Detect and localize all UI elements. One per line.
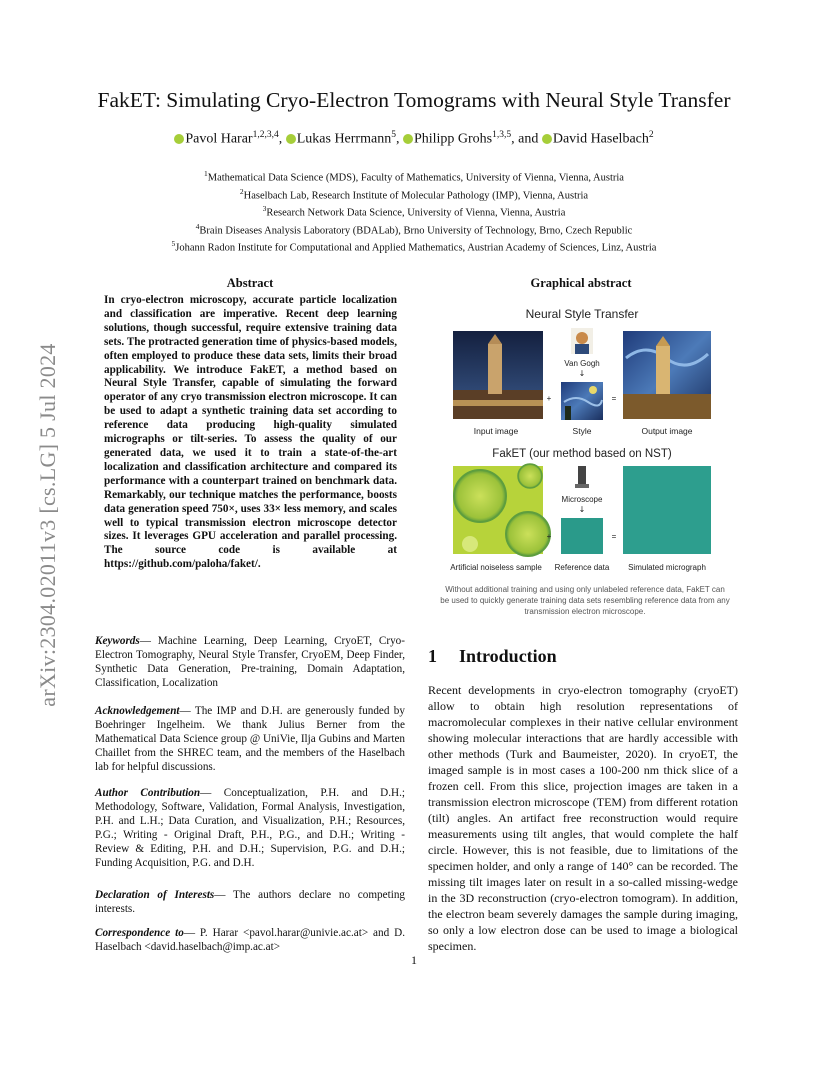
author-name: David Haselbach	[552, 131, 649, 147]
equals-sign: =	[611, 394, 617, 403]
input-image-label: Input image	[473, 426, 519, 436]
author-contribution-text: — Conceptualization, P.H. and D.H.; Methodology, Software, Validation, Formal Analysis, Investigation, P.H. and L.H.; Data Curation, and Visualization, P.H.; Resources, P.G.; Writing - Original Draft, P.H., P.G., and D.H.; Writing - Review & Editing, P.H. and D.H.; Supervision, P.G. and D.H.; Funding Acquisition, P.G. and D.H.	[95, 787, 405, 869]
affiliation-text: Mathematical Data Science (MDS), Faculty of Mathematics, University of Vienna, Vienna, Austria	[207, 172, 624, 184]
affiliation-line	[0, 185, 828, 203]
affiliation-sup: 4	[195, 221, 200, 231]
microscope-icon	[575, 466, 589, 488]
page-number: 1	[411, 953, 417, 967]
orcid-icon[interactable]	[174, 134, 184, 144]
paper-title: FakET: Simulating Cryo-Electron Tomograms with Neural Style Transfer	[97, 88, 731, 112]
author-list: Pavol Harar$^{1,2,3,4}$, Lukas Herrmann$^5$, Philipp Grohs$^{1,3,5}$, and David Haselbach$^2$	[0, 130, 828, 148]
noiseless-sample-image	[453, 464, 550, 556]
affiliation-text: Johann Radon Institute for Computational and Applied Mathematics, Austrian Academy of Sciences, Linz, Austria	[175, 242, 657, 254]
author-affil-sup: 2	[648, 130, 654, 140]
author-contribution-label: Author Contribution	[95, 787, 201, 799]
introduction-text: Recent developments in cryo-electron tomography (cryoET) allow to obtain high resolution representations of macromolecular complexes in their native cellular environment showing molecular interactions that are hardly accessible with other methods (Turk and Baumeister, 2020). In cryoET, the imaged sample is in most cases a 100-200 nm thick slice of a frozen cell. From this slice, projection images are taken in a transmission electron microscope (TEM) from different rotation (tilt) angles. An artifact free reconstruction would require measurements using tilt angles, that would complete the half circle. However, this is not feasible, due to limitations of the specimen holder, and only a range of 140° can be recorded. The missing tilt images later on result in a so-called missing-wedge in the 3D reconstruction (cryo-electron tomogram). In addition, the electron beam severely damages the sample during imaging, so only a low electron dose can be used to image a biological specimen.	[428, 683, 738, 953]
output-image-label: Output image	[641, 426, 693, 436]
affiliations	[0, 167, 828, 255]
style-image	[561, 382, 603, 420]
orcid-icon[interactable]	[542, 134, 552, 144]
output-image	[623, 331, 711, 419]
noiseless-sample-label: Artificial noiseless sample	[450, 563, 542, 572]
arxiv-identifier-text: arXiv:2304.02011v3 [cs.LG] 5 Jul 2024	[35, 343, 60, 707]
keywords-block	[95, 634, 405, 690]
affiliation-sup: 3	[262, 204, 267, 213]
correspondence-block	[95, 926, 405, 954]
acknowledgement-text: — The IMP and D.H. are generously funded by Boehringer Ingelheim. We thank Julius Berner from the Mathematical Data Science group @ UniVie, Ilja Gubins and Marten Chaillet from the SHREC team, and the members of the Haselbach lab for helpful discussions.	[95, 705, 405, 773]
acknowledgement-block	[95, 704, 405, 774]
nst-title: Neural Style Transfer	[525, 307, 639, 321]
arrow-down-icon: ↓	[578, 505, 586, 514]
affiliation-line	[0, 167, 828, 185]
arrow-down-icon: ↓	[578, 369, 586, 378]
affiliation-line	[0, 202, 828, 220]
abstract-text: In cryo-electron microscopy, accurate particle localization and classification are imperative. Recent deep learning solutions, though successful, require extensive training data sets. The protracted generation time of physics-based models, often employed to produce these data sets, limits their broad applicability. We introduce FakET, a method based on Neural Style Transfer, capable of simulating the forward operator of any cryo transmission electron microscope. It can be used to adapt a synthetic training data set according to reference data producing high-quality simulated micrographs or tilt-series. To assess the quality of our generated data, we used it to train a state-of-the-art localization and classification architecture and compared its performance with a counterpart trained on benchmark data. Remarkably, our technique matches the performance, boosts data generation speed 750×, uses 33× less memory, and scales well to typical transmission electron microscope detector sizes. It leverages GPU acceleration and parallel processing. The source code is available at https://github.com/paloha/faket/.	[104, 294, 397, 571]
van-gogh-label: Van Gogh	[564, 359, 600, 368]
declaration-label: Declaration of Interests	[95, 889, 215, 901]
input-image	[453, 331, 543, 419]
correspondence-label: Correspondence to	[95, 927, 184, 939]
section-title: Introduction	[459, 646, 557, 666]
section-number: 1	[428, 646, 437, 666]
van-gogh-portrait	[571, 328, 593, 354]
orcid-icon[interactable]	[403, 134, 413, 144]
affiliation-line	[0, 220, 828, 238]
abstract-heading: Abstract	[226, 276, 274, 290]
graphical-abstract-heading: Graphical abstract	[530, 276, 632, 290]
plus-sign: +	[546, 394, 552, 403]
keywords-text: — Machine Learning, Deep Learning, CryoET, Cryo-Electron Tomography, Neural Style Transfer, CryoEM, Deep Finder, Synthetic Data Generation, Pre-training, Domain Adaptation, Classification, Localization	[95, 635, 405, 689]
equals-sign: =	[611, 532, 617, 541]
affiliation-text: Haselbach Lab, Research Institute of Molecular Pathology (IMP), Vienna, Austria	[243, 190, 589, 201]
author-affil-sup: 5	[391, 130, 396, 140]
keywords-label: Keywords	[95, 635, 140, 647]
author-name: Lukas Herrmann	[296, 131, 392, 147]
arxiv-identifier	[28, 343, 68, 707]
author-name: Pavol Harar	[185, 131, 253, 147]
graphical-abstract-caption: Without additional training and using only unlabeled reference data, FakET can be used to quickly generate training data sets resembling reference data from any transmission electron microscope.	[440, 585, 730, 616]
section-heading-introduction	[428, 646, 579, 667]
reference-data-label: Reference data	[554, 563, 610, 572]
correspondence-text: — P. Harar <pavol.harar@univie.ac.at> and D. Haselbach <david.haselbach@imp.ac.at>	[95, 927, 405, 953]
microscope-label: Microscope	[561, 495, 603, 504]
orcid-icon[interactable]	[286, 134, 296, 144]
faket-title: FakET (our method based on NST)	[492, 448, 672, 460]
declaration-text: — The authors declare no competing interests.	[95, 889, 406, 915]
author-affil-sup: 1,2,3,4	[252, 130, 279, 140]
affiliation-line	[0, 237, 828, 255]
affiliation-sup: 1	[204, 169, 208, 178]
affiliation-text: Research Network Data Science, University of Vienna, Vienna, Austria	[266, 207, 566, 219]
declaration-block	[95, 888, 405, 916]
author-name: Philipp Grohs	[413, 131, 493, 147]
affiliation-sup: 5	[171, 239, 176, 248]
affiliation-sup: 2	[239, 186, 244, 196]
simulated-micrograph-label: Simulated micrograph	[628, 563, 706, 572]
affiliation-text: Brain Diseases Analysis Laboratory (BDALab), Brno University of Technology, Brno, Czech Republic	[199, 225, 633, 236]
author-affil-sup: 1,3,5	[492, 130, 512, 140]
reference-data-image	[561, 518, 603, 554]
style-label: Style	[572, 426, 592, 436]
graphical-abstract-figure	[440, 298, 730, 580]
acknowledgement-label: Acknowledgement	[95, 705, 180, 717]
author-contribution-block	[95, 786, 405, 870]
plus-sign: +	[546, 532, 552, 541]
